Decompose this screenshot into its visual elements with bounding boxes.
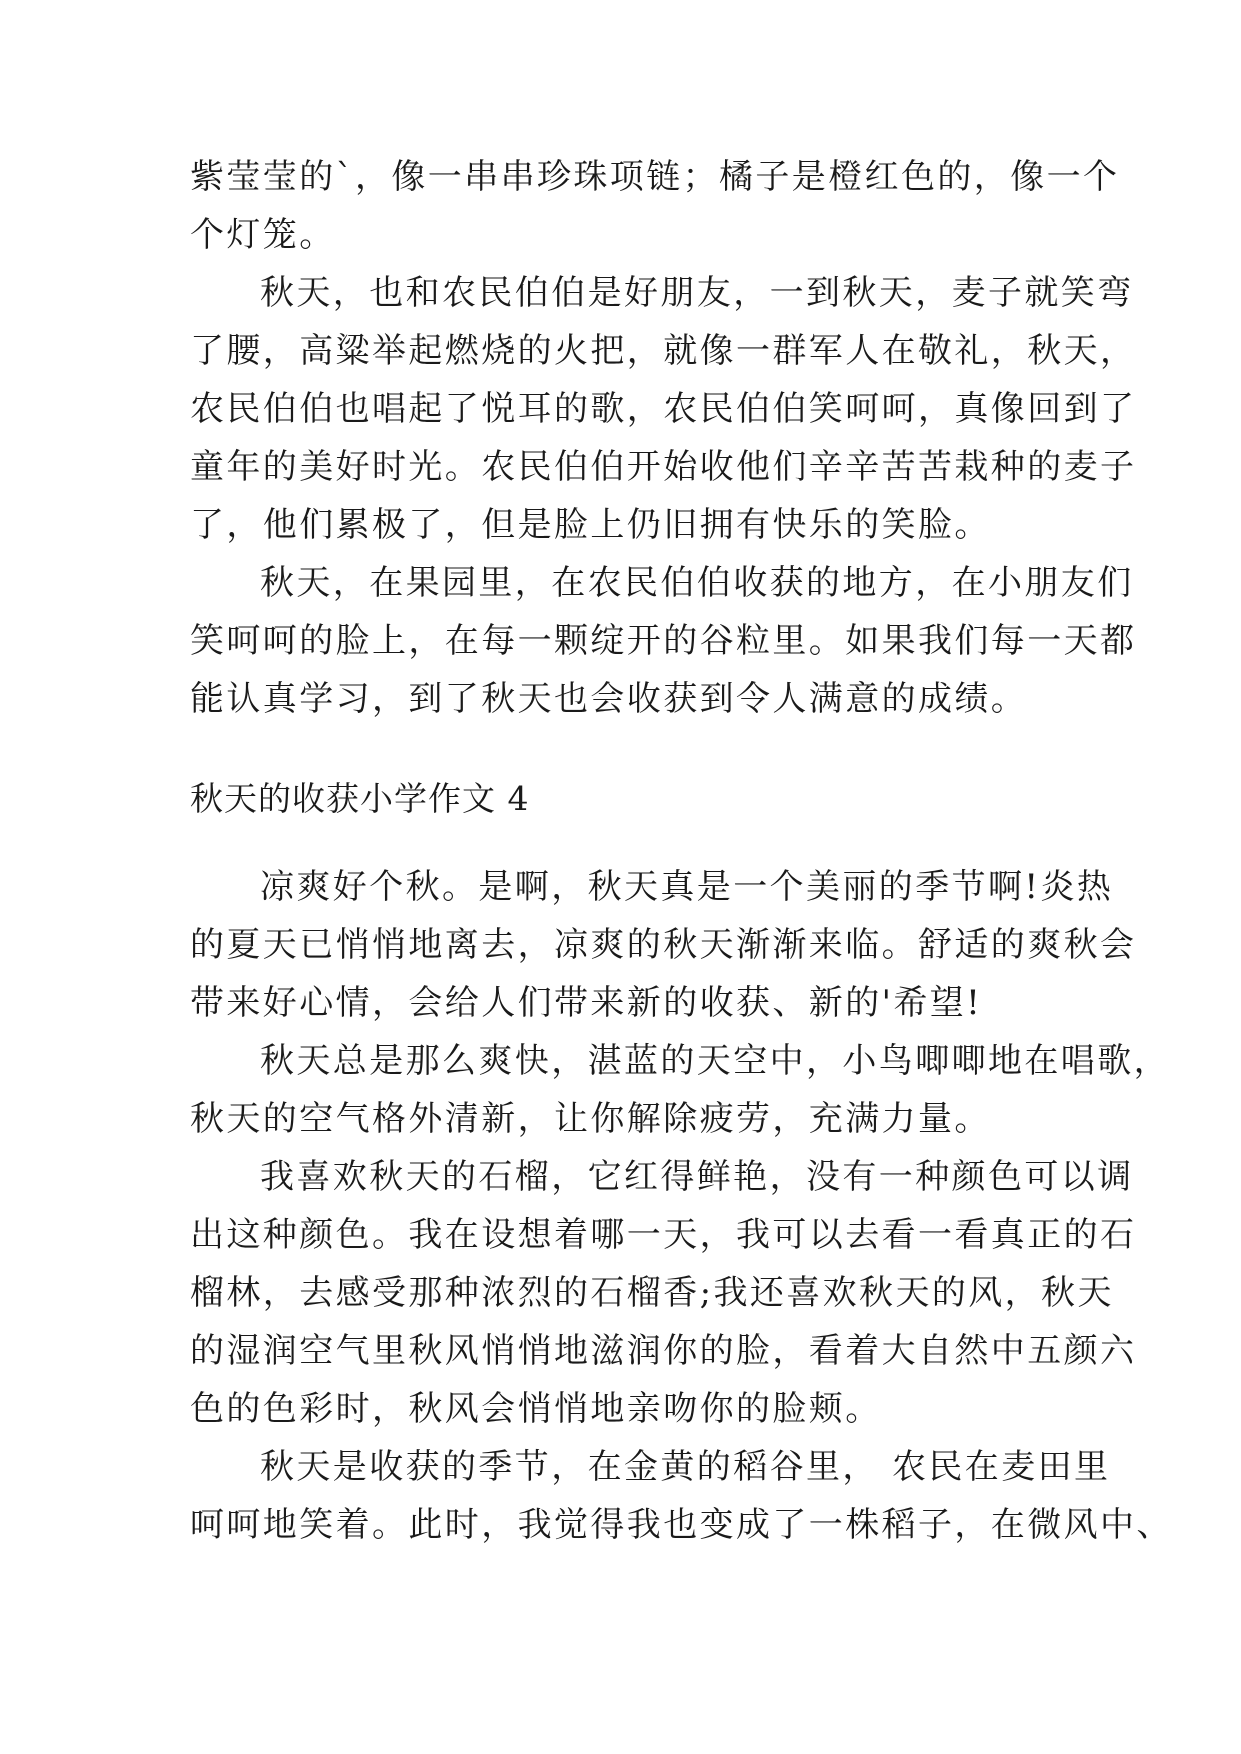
text-line: 紫莹莹的`，像一串串珍珠项链；橘子是橙红色的，像一个	[190, 157, 1120, 197]
section-title: 秋天的收获小学作文 4	[190, 779, 530, 818]
text-line: 的夏天已悄悄地离去，凉爽的秋天渐渐来临。舒适的爽秋会	[190, 925, 1137, 965]
text-line: 的湿润空气里秋风悄悄地滋润你的脸，看着大自然中五颜六	[190, 1331, 1137, 1371]
text-line: 呵呵地笑着。此时，我觉得我也变成了一株稻子，在微风中、	[190, 1505, 1173, 1545]
paragraph-start-line: 秋天，在果园里，在农民伯伯收获的地方，在小朋友们	[260, 563, 1134, 603]
text-line: 童年的美好时光。农民伯伯开始收他们辛辛苦苦栽种的麦子	[190, 447, 1137, 487]
paragraph-start-line: 秋天，也和农民伯伯是好朋友，一到秋天，麦子就笑弯	[260, 273, 1134, 313]
text-line: 榴林，去感受那种浓烈的石榴香;我还喜欢秋天的风，秋天	[190, 1273, 1114, 1313]
essay-section-heading	[190, 770, 1070, 828]
text-line: 了腰，高粱举起燃烧的火把，就像一群军人在敬礼，秋天，	[190, 331, 1137, 371]
text-line: 出这种颜色。我在设想着哪一天，我可以去看一看真正的石	[190, 1215, 1137, 1255]
text-line: 带来好心情，会给人们带来新的收获、新的'希望!	[190, 983, 983, 1023]
paragraph-start-line: 凉爽好个秋。是啊，秋天真是一个美丽的季节啊!炎热	[260, 867, 1114, 907]
paragraph-start-line: 秋天是收获的季节，在金黄的稻谷里， 农民在麦田里	[260, 1447, 1111, 1487]
text-line: 秋天的空气格外清新，让你解除疲劳，充满力量。	[190, 1099, 991, 1139]
essay-body-part-2	[190, 858, 1173, 1554]
text-line: 能认真学习，到了秋天也会收获到令人满意的成绩。	[190, 679, 1028, 719]
text-line: 了，他们累极了，但是脸上仍旧拥有快乐的笑脸。	[190, 505, 991, 545]
text-line: 色的色彩时，秋风会悄悄地亲吻你的脸颊。	[190, 1389, 882, 1429]
text-line: 个灯笼。	[190, 215, 336, 255]
text-line: 农民伯伯也唱起了悦耳的歌，农民伯伯笑呵呵，真像回到了	[190, 389, 1137, 429]
paragraph-start-line: 秋天总是那么爽快，湛蓝的天空中，小鸟唧唧地在唱歌，	[260, 1041, 1170, 1081]
paragraph-start-line: 我喜欢秋天的石榴，它红得鲜艳，没有一种颜色可以调	[260, 1157, 1134, 1197]
text-line: 笑呵呵的脸上，在每一颗绽开的谷粒里。如果我们每一天都	[190, 621, 1137, 661]
essay-body-part-1	[190, 148, 1137, 728]
